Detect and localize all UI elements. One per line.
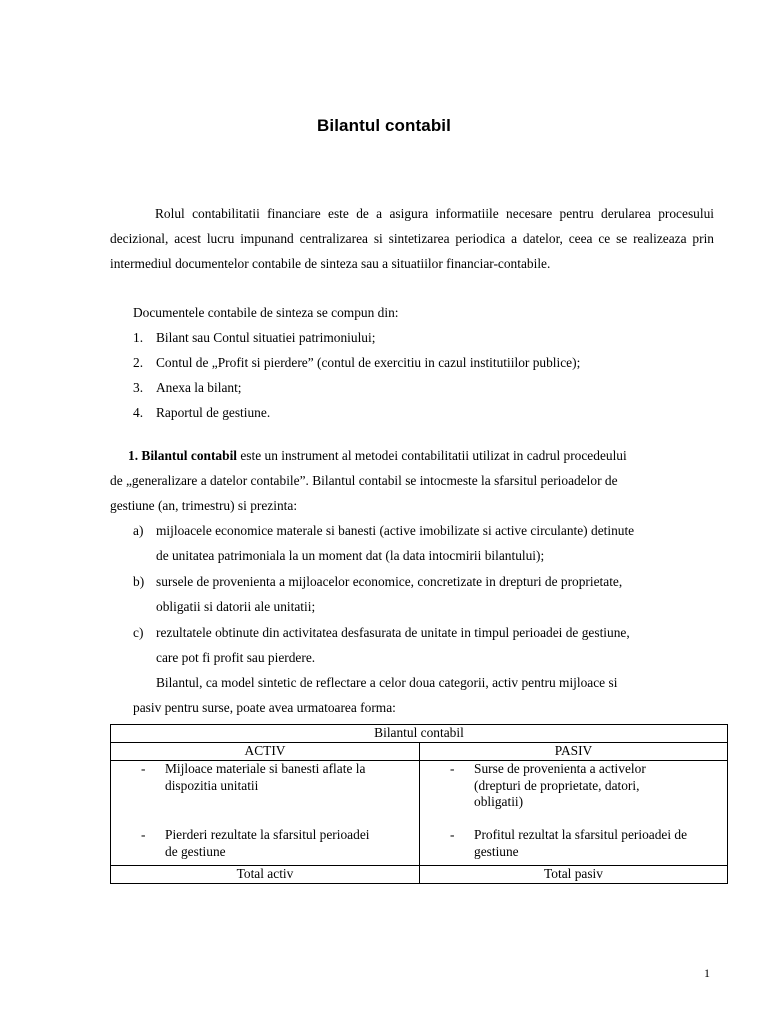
section-1-line-2: de „generalizare a datelor contabile”. Bilantul contabil se intocmeste la sfarsitul perioadelor de xyxy=(110,473,618,488)
pasiv-item-line: obligatii) xyxy=(474,794,524,809)
list-item-number: 1. xyxy=(133,330,144,345)
section-1-line-1 xyxy=(128,443,627,468)
list-item-text: rezultatele obtinute din activitatea desfasurata de unitate in timpul perioadei de gestiune, xyxy=(156,625,630,640)
page-title: Bilantul contabil xyxy=(317,116,451,135)
list-item-number: 3. xyxy=(133,380,144,395)
list-item-letter: a) xyxy=(133,523,144,538)
bilant-paragraph-line-2: pasiv pentru surse, poate avea urmatoarea forma: xyxy=(133,700,396,715)
total-pasiv: Total pasiv xyxy=(420,866,728,884)
total-activ: Total activ xyxy=(111,866,420,884)
list-item-text: Anexa la bilant; xyxy=(156,380,242,395)
list-item-text: mijloacele economice materale si banesti (active imobilizate si active circulante) detinute xyxy=(156,523,635,538)
pasiv-cell xyxy=(420,761,728,866)
list-item-text: Bilant sau Contul situatiei patrimoniului; xyxy=(156,330,376,345)
section-1-line-3: gestiune (an, trimestru) si prezinta: xyxy=(110,498,298,513)
list-item-letter: b) xyxy=(133,574,145,589)
activ-cell xyxy=(111,761,420,866)
list-item-text: obligatii si datorii ale unitatii; xyxy=(156,599,316,614)
list-item-text: de unitatea patrimoniala la un moment dat (la data intocmirii bilantului); xyxy=(156,548,545,563)
list-item-text: care pot fi profit sau pierdere. xyxy=(156,650,316,665)
table-caption: Bilantul contabil xyxy=(111,725,728,743)
table-header-activ: ACTIV xyxy=(111,743,420,761)
dash-marker: - xyxy=(141,761,146,776)
pasiv-item-line: gestiune xyxy=(474,843,519,859)
bilant-table xyxy=(110,724,728,884)
list-item-text: Contul de „Profit si pierdere” (contul de exercitiu in cazul institutiilor publice); xyxy=(156,355,581,370)
dash-marker: - xyxy=(450,827,455,842)
section-1-text-1: este un instrument al metodei contabilitatii utilizat in cadrul procedeului xyxy=(237,448,627,463)
activ-item-line: Pierderi rezultate la sfarsitul perioadei xyxy=(165,827,370,842)
table-header-pasiv: PASIV xyxy=(420,743,728,761)
list-item-number: 2. xyxy=(133,355,144,370)
page-number: 1 xyxy=(704,966,710,980)
list-item-text: Raportul de gestiune. xyxy=(156,405,271,420)
pasiv-item-line: Surse de provenienta a activelor xyxy=(474,761,646,776)
activ-item-line: de gestiune xyxy=(165,843,226,859)
section-1-heading: 1. Bilantul contabil xyxy=(128,448,238,463)
pasiv-item-line: Profitul rezultat la sfarsitul perioadei de xyxy=(474,827,688,842)
activ-item-line: Mijloace materiale si banesti aflate la xyxy=(165,761,366,776)
bilant-paragraph-line-1: Bilantul, ca model sintetic de reflectare a celor doua categorii, activ pentru mijloace si xyxy=(156,675,618,690)
docs-intro: Documentele contabile de sinteza se compun din: xyxy=(133,305,399,320)
intro-paragraph: Rolul contabilitatii financiare este de a asigura informatiile necesare pentru derularea procesului decizional, acest lucru impunand centralizarea si sintetizarea periodica a datelor, ceea ce se realizeaza prin intermediul documentelor contabile de sinteza sau a situatiilor financiar-contabile. xyxy=(110,206,714,271)
dash-marker: - xyxy=(141,827,146,842)
list-item-number: 4. xyxy=(133,405,144,420)
pasiv-item-line: (drepturi de proprietate, datori, xyxy=(474,777,640,793)
list-item-text: sursele de provenienta a mijloacelor economice, concretizate in drepturi de proprietate, xyxy=(156,574,623,589)
dash-marker: - xyxy=(450,761,455,776)
activ-item-line: dispozitia unitatii xyxy=(165,777,259,793)
list-item-letter: c) xyxy=(133,625,144,640)
